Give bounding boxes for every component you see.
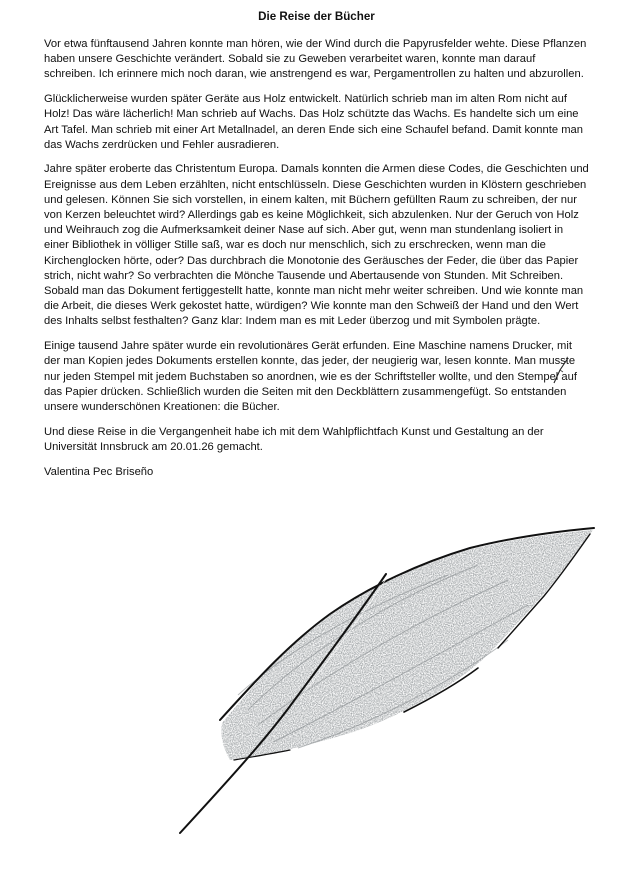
pen-stroke-icon [548,356,572,386]
quill-feather-icon [178,520,622,874]
paragraph-printing-press: Einige tausend Jahre später wurde ein revolutionäres Gerät erfunden. Eine Maschine namens Drucker, mit der man Kopien jedes Dokuments erstellen konnte, das jeder, der neugierig war, lesen konnte. Man musste nur jeden Stempel mit jedem Buchstaben so anordnen, wie es der Schriftsteller wollte, und den Stempel auf das Papier drücken. Schließlich wurden die Seiten mit den Deckblättern zusammengefügt. So entstanden unsere wunderschönen Kreationen: die Bücher. [44,340,577,413]
feather-vane [221,530,593,760]
paragraph-wax-tablets: Glücklicherweise wurden später Geräte aus Holz entwickelt. Natürlich schrieb man im alten Rom nicht auf Holz! Das wäre lächerlich! Man schrieb auf Wachs. Das Holz schützte das Wachs. Es handelte sich um eine Art Tafel. Man schrieb mit einer Art Metallnadel, an deren Ende sich eine Schaufel befand. Damit konnte man das Wachs zerdrücken und Fehler ausradieren. [44,93,583,151]
paragraph-papyrus: Vor etwa fünftausend Jahren konnte man hören, wie der Wind durch die Papyrusfelder wehte. Diese Pflanzen haben unsere Geschichte verändert. Sobald sie zu Geweben verarbeitet waren, konnte man darauf schreiben. Ich erinnere mich noch daran, wie anstrengend es war, Pergamentrollen zu halten und abzurollen. [44,38,587,81]
paragraph-monasteries: Jahre später eroberte das Christentum Europa. Damals konnten die Armen diese Codes, die Geschichten und Ereignisse aus dem Leben erzählten, nicht entschlüsseln. Diese Geschichten wurden in Klöstern geschrieben und gelesen. Können Sie sich vorstellen, in einem kalten, mit Büchern gefüllten Raum zu schreiben, der nur von Kerzen beleuchtet wird? Allerdings gab es keine Möglichkeit, sich abzulenken. Nur der Geruch von Holz und Weihrauch zog die Aufmerksamkeit deiner Nase auf sich. Aber gut, wenn man stundenlang isoliert in einer Bibliothek in völliger Stille saß, war es doch nur menschlich, sich zu erschrecken, wenn man die Kirchenglocken hörte, oder? Das durchbrach die Monotonie des Geräusches der Feder, die über das Papier strich, nicht wahr? So verbrachten die Mönche Tausende und Abertausende von Stunden. Mit Schreiben. Sobald man das Dokument fertiggestellt hatte, konnte man nicht mehr weiter schreiben. Und wie konnte man die Arbeit, die dieses Werk gekostet hatte, würdigen? Wie konnte man den Schweiß der Hand und den Wert des Inhalts selbst festhalten? Ganz klar: Indem man es mit Leder überzog und mit Symbolen prägte. [44,163,589,328]
document-title: Die Reise der Bücher [258,10,375,23]
paragraph-closing: Und diese Reise in die Vergangenheit habe ich mit dem Wahlpflichtfach Kunst und Gestaltung an der Universität Innsbruck am 20.01.26 gemacht. [44,425,544,453]
author-signature: Valentina Pec Briseño [44,465,154,478]
document-page [44,9,589,480]
